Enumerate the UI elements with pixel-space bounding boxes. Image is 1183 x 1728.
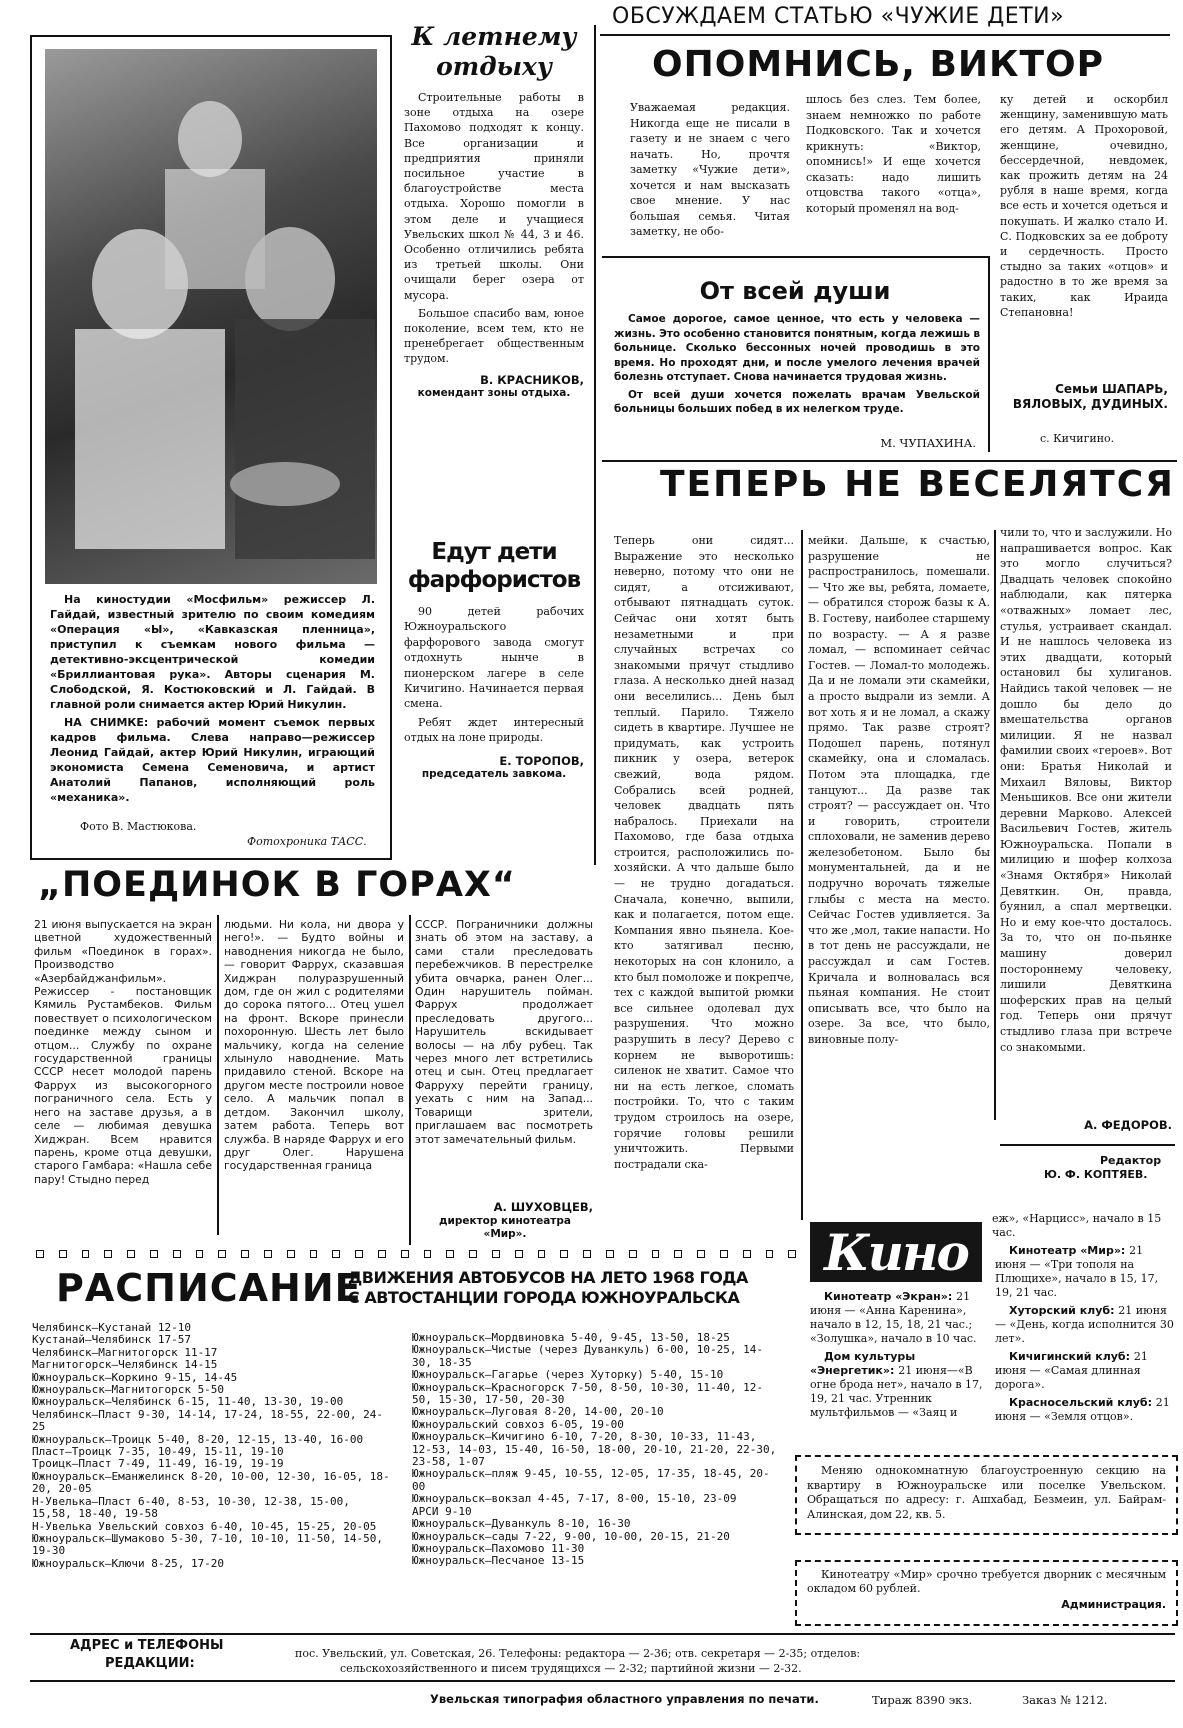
children-p1: 90 детей рабочих Южноуральского фарфорового завода смогут отдохнуть нынче в пионерском лагере в селе Кичигино. Начинается первая смена.: [404, 605, 584, 711]
duel-title: „ПОЕДИНОК В ГОРАХ“: [38, 865, 516, 905]
children-p2: Ребят ждет интересный отдых на лоне природы.: [404, 715, 584, 745]
summer-title-line2: отдыху: [436, 52, 552, 81]
discuss-title: ОПОМНИСЬ, ВИКТОР: [652, 44, 1105, 85]
kino-logo: Кино: [824, 1222, 968, 1282]
fun-top-rule: [602, 460, 1177, 462]
kino-venue: Красносельский клуб:: [1009, 1396, 1156, 1409]
kino-top-right: еж», «Нарцисс», начало в 15 час.: [992, 1212, 1162, 1239]
photo-agency: Фотохроника ТАСС.: [247, 835, 367, 848]
duel-signature: А. ШУХОВЦЕВ,: [493, 1200, 593, 1214]
summer-title-line1: К летнему: [411, 22, 577, 51]
discuss-signature: Семьи ШАПАРЬ, ВЯЛОВЫХ, ДУДИНЫХ.: [1012, 382, 1168, 411]
discuss-signature-place: с. Кичигино.: [1040, 432, 1115, 445]
right-route: Южноуральский совхоз 6-05, 19-00: [412, 1417, 624, 1431]
left-route: Южноуральск—Ключи 8-25, 17-20: [32, 1556, 225, 1570]
discuss-col1: Уважаемая редакция. Никогда еще не писали в газету и не знаем с чего начать. Но, прочтя заметку «Чужие дети», хочется и нам высказать свое мнение. У нас большая семья. Читая заметку, не обо-: [630, 101, 790, 238]
right-route: Южноуральск—сады 7-22, 9-00, 10-00, 20-15, 21-20: [412, 1529, 730, 1543]
editor-label: Редактор: [1100, 1154, 1162, 1167]
right-route: Южноуральск—Пахомово 11-30: [412, 1541, 585, 1555]
footer-mid-rule: [30, 1680, 1175, 1682]
children-title-line1: Едут дети: [431, 539, 557, 565]
left-route: Южноуральск—Магнитогорск 5-50: [32, 1383, 225, 1397]
discuss-rubric: ОБСУЖДАЕМ СТАТЬЮ «ЧУЖИЕ ДЕТИ»: [612, 4, 1065, 29]
fun-title: ТЕПЕРЬ НЕ ВЕСЕЛЯТСЯ: [660, 464, 1175, 505]
left-route: Южноуральск—Челябинск 6-15, 11-40, 13-30, 19-00: [32, 1395, 344, 1409]
right-route: Южноуральск—пляж 9-45, 10-55, 12-05, 17-35, 18-45, 20-00: [412, 1467, 770, 1493]
discuss-col3: ку детей и оскорбил женщину, заменившую мать его детям. А Прохоровой, женщине, очевидно, бессердечной, невдомек, как прожить детям на 24 рубля в наше время, когда все есть и хочется одеться и покушать. И жалко стало И. С. Подковских за ее доброту и сердечность. Просто стыдно за таких «отцов» и радостно в то же время за таких, как Ираида Степановна!: [1000, 93, 1168, 319]
kino-list-right: [995, 1244, 1175, 1428]
left-route: Магнитогорск—Челябинск 14-15: [32, 1358, 218, 1372]
fun-col3: чили то, что и заслужили. Но напрашивается вопрос. Как это могло случиться? Двадцать человек спокойно наблюдали, как пятерка «отважных» ломает лес, стулья, устраивает скандал. И не нашлось человека из этих двадцати, который остановил бы хулиганов. Найдись такой человек — не дошло бы дело до вмешательства органов милиции. Я не назвал фамилии своих «героев». Вот они: Братья Николай и Михаил Вяловы, Виктор Меньшиков. Все они жители деревни Марково. Алексей Васильевич Гостев, житель Южноуральска. Попали в милицию и шофер колхоза «Знамя Октября» Николай Девяткин. Он, правда, буянил, а спал мертвецки. Но и ему кое-что досталось. За то, что он по-пьянке машину доверил постороннему человеку, лишили Девяткина шоферских прав на целый год. Теперь они прячут стыдливо глаза при встрече со знакомыми.: [1000, 526, 1172, 1054]
kino-listing: [995, 1396, 1175, 1424]
kino-program: 21 июня — «Анна Каренина», начало в 12, 15, 18, 21 час.; «Золушка», начало в 10 час.: [810, 1290, 977, 1345]
left-route: Челябинск—Магнитогорск 11-17: [32, 1345, 218, 1359]
heart-p1: Самое дорогое, самое ценное, что есть у человека — жизнь. Это особенно становится понятным, когда лежишь в больнице. Сколько бессонных ночей проводишь в это время. Но проходят дни, и после умелого лечения врачей болезнь отступает. Снова начинается трудовая жизнь.: [614, 313, 980, 383]
photo-figures: [45, 49, 377, 584]
left-route: Н-Увелька—Пласт 6-40, 8-53, 10-30, 12-38, 15-00, 15,58, 18-40, 19-58: [32, 1494, 357, 1521]
left-route: Кустанай—Челябинск 17-57: [32, 1333, 191, 1347]
left-route: Южноуральск—Шумаково 5-30, 7-10, 10-10, 11-50, 14-50, 19-30: [32, 1531, 390, 1558]
fun-col1: Теперь они сидят... Выражение это несколько неверно, потому что они не сидят, а отсиживают, отбывают пятнадцать суток. Сейчас они хотят быть незаметными и при случайных встречах со знакомыми прячут стыдливо глаза. А несколько дней назад они веселились... День был теплый. Парило. Тяжело сидеть в квартире. Лучшее не придумать, как устроить пикник у озера, ветерок свежий, вода рядом. Собрались всей родней, человек двадцать пять набралось. Приехали на Пахомово, где база отдыха строится, расположились по-хозяйски. А что дальше было — не трудно догадаться. Сначала, конечно, выпили, как и полагается, потом еще. Компания явно пьянела. Кое-кто затягивал песню, некоторых на сон клонило, а кто был помоложе и покрепче, тех с каждой выпитой рюмки все сильнее одолевал дух разрушения. Что можно разрушить в лесу? Дерево с корнем не выворотишь: силенок не хватит. Самое что ни на есть легкое, сломать постройки. То, что с таким трудом строилось на озере, горячие головы решили уничтожить. Первыми пострадали ска-: [614, 534, 794, 1171]
kino-logo-box: [810, 1222, 982, 1282]
summer-p1: Строительные работы в зоне отдыха на озере Пахомово подходят к концу. Все организации и предприятия приняли посильное участие в благоустройстве места отдыха. Хорошо помогли в этом деле и учащиеся Увельских школ № 44, 3 и 46. Особенно отличились ребята из третьей школы. Они очищали берег озера от мусора.: [404, 91, 584, 302]
right-route: Южноуральск—Гагарье (через Хуторку) 5-40, 15-10: [412, 1368, 724, 1382]
kino-program: 21 июня—«В огне брода нет», начало в 17, 19, 21 час. Утренник мультфильмов — «Заяц и: [810, 1364, 983, 1419]
divider-duel-1: [217, 915, 219, 1235]
footer-circulation: Тираж 8390 экз.: [872, 1693, 973, 1707]
kino-listing: [995, 1350, 1175, 1392]
left-route: Челябинск—Пласт 9-30, 14-14, 17-24, 18-55, 22-00, 24-25: [32, 1407, 383, 1434]
footer-address-label-line2: РЕДАКЦИИ:: [105, 1656, 195, 1671]
duel-signature-role: директор кинотеатра «Мир».: [438, 1215, 571, 1240]
photo-article: [30, 35, 392, 860]
summer-signature: В. КРАСНИКОВ,: [480, 372, 584, 387]
footer-printer: Увельская типография областного управления по печати.: [430, 1692, 819, 1706]
duel-col3: СССР. Пограничники должны знать об этом на заставу, а сами стали преследовать перебежчиков. В перестрелке убита овчарка, ранен Олег... Один нарушитель пойман. Фаррух продолжает преследовать другого... Нарушитель вскидывает волосы — на лбу рубец. Так через много лет встретились отец и сын. Отец предлагает Фарруху перейти границу, уехать с ним на Запад... Товарищи зрители, приглашаем вас посмотреть этот замечательный фильм.: [415, 918, 593, 1146]
kino-program: 21 июня — «День, когда исполнится 30 лет».: [995, 1304, 1174, 1345]
dot-separator: [36, 1250, 796, 1258]
ad-exchange-text: Меняю однокомнатную благоустроенную секцию на квартиру в Южноуральске или поселке Увельском. Обращаться по адресу: г. Ашхабад, Безмеин, ул. Байрам-Алинская, дом 22, кв. 5.: [807, 1464, 1166, 1521]
left-route: Троицк—Пласт 7-49, 11-49, 16-19, 19-19: [32, 1457, 284, 1471]
left-route: Южноуральск—Еманжелинск 8-20, 10-00, 12-30, 16-05, 18-20, 20-05: [32, 1469, 390, 1496]
kino-block: [800, 1210, 1178, 1455]
film-shoot-photo: [45, 49, 377, 584]
kino-program: 21 июня — «Три тополя на Плющихе», начало в 15, 17, 19, 21 час.: [995, 1244, 1159, 1299]
left-route: Южноуральск—Троицк 5-40, 8-20, 12-15, 13-40, 16-00: [32, 1432, 364, 1446]
right-route: Южноуральск—Чистые (через Дуванкуль) 6-00, 10-25, 14-30, 18-35: [412, 1343, 763, 1369]
editor-name: Ю. Ф. КОПТЯЕВ.: [1044, 1168, 1148, 1181]
schedule-left-list: [32, 1322, 392, 1570]
footer-address-label-line1: АДРЕС и ТЕЛЕФОНЫ: [70, 1638, 224, 1653]
footer-top-rule: [30, 1633, 1175, 1635]
summer-signature-role: комендант зоны отдыха.: [417, 386, 571, 399]
right-route: Южноуральск—Песчаное 13-15: [412, 1554, 585, 1568]
divider-v2: [801, 530, 803, 1220]
kino-listing: [810, 1350, 988, 1420]
kino-listing: [810, 1290, 988, 1346]
fun-signature: А. ФЕДОРОВ.: [1084, 1118, 1172, 1132]
kino-list-left: [810, 1290, 988, 1424]
editor-rule: [1000, 1144, 1175, 1146]
left-route: Пласт—Троицк 7-35, 10-49, 15-11, 19-10: [32, 1445, 284, 1459]
right-route: Южноуральск—Красногорск 7-50, 8-50, 10-30, 11-40, 12-50, 15-30, 17-50, 20-30: [412, 1380, 763, 1407]
footer-address-line1: пос. Увельский, ул. Советская, 26. Телефоны: редактора — 2-36; отв. секретаря — 2-35; отделов:: [295, 1647, 861, 1660]
right-route: Южноуральск—вокзал 4-45, 7-17, 8-00, 15-10, 23-09: [412, 1492, 737, 1506]
photo-caption: На киностудии «Мосфильм» режиссер Л. Гайдай, известный зрителю по своим комедиям «Операция «Ы», «Кавказская пленница», приступил к съемкам нового фильма — детективно-эксцентрической комедии «Бриллиантовая рука». Авторы сценария М. Слободской, Я. Костюковский и Л. Гайдай. В главной роли снимается актер Юрий Никулин.: [50, 593, 375, 711]
duel-col1: 21 июня выпускается на экран цветной художественный фильм «Поединок в горах». Производство «Азербайджанфильм». Режиссер - постановщик Кямиль Рустамбеков. Фильм повествует о психологическом поединке между сыном и отцом... Службу по охране государственной границы СССР несет молодой парень Фаррух из высокогорного пограничного села. Есть у него на заставе друзья, а в селе — любимая девушка Хиджран. Всем нравится парень, кроме отца девушки, старого Гамбара: «Нашла себе пару! Стыдно перед: [34, 918, 212, 1186]
summer-rest-article: [404, 22, 584, 400]
divider-v3: [994, 530, 996, 1120]
children-title-line2: фарфористов: [407, 567, 581, 593]
kino-venue: Кинотеатр «Экран»:: [824, 1290, 957, 1303]
kino-venue: Хуторский клуб:: [1009, 1304, 1119, 1317]
right-route: Южноуральск—Луговая 8-20, 14-00, 20-10: [412, 1405, 664, 1419]
divider-v1: [594, 25, 596, 865]
heart-signature: М. ЧУПАХИНА.: [880, 436, 976, 450]
heart-p2: От всей души хочется пожелать врачам Увельской больницы больших побед в их нелегком труде.: [614, 388, 980, 415]
schedule-subtitle-line1: ДВИЖЕНИЯ АВТОБУСОВ НА ЛЕТО 1968 ГОДА: [348, 1268, 748, 1287]
photo-credit: Фото В. Мастюкова.: [80, 820, 197, 833]
discuss-col2: шлось без слез. Тем более, знаем немножко по работе Подковского. Так и хочется крикнуть: «Виктор, опомнись!» И еще хочется сказать: надо лишить отцовства такого «отца», который променял на вод-: [806, 93, 981, 215]
ad-janitor-text: Кинотеатру «Мир» срочно требуется дворник с месячным окладом 60 рублей.: [807, 1568, 1166, 1595]
schedule-right-list: [412, 1331, 783, 1568]
summer-p2: Большое спасибо вам, юное поколение, всем тем, кто не пренебрегает общественным трудом.: [404, 306, 584, 366]
children-signature: Е. ТОРОПОВ,: [499, 753, 584, 768]
kino-listing: [995, 1244, 1175, 1300]
footer-order: Заказ № 1212.: [1022, 1693, 1108, 1707]
fun-col2: мейки. Дальше, к счастью, разрушение не распространилось, помешали. — Что же вы, ребята, ломаете, — обратился сторож базы к А. В. Гостеву, наиболее старшему по возрасту. — А я разве ломал, — вспоминает сейчас Гостев. — Ломал-то молодежь. Да и не ломали эти скамейки, а просто выдрали из земли. А вот хоть я и не ломал, а скажу прямо. Так разве строят? Подошел парень, потянул скамейку, она и сломалась. Потом эта площадка, где танцуют... Да разве так строят? — рассуждает он. Что и говорить, строители сплоховали, не заменив дерево железобетоном. Было бы монументальней, да и не подручно ворочать тяжелые глыбы с места на место. Сейчас Гостев удивляется. За что же ,мол, такие напасти. Но в тот день не рассуждали, не рассуждал и сам Гостев. Кричала и волновалась вся пьяная компания. Не стоит описывать все, что было на озере. За все, что было, виновные полу-: [808, 534, 990, 1046]
kino-listing: [995, 1304, 1175, 1346]
ad-admin: Администрация.: [1061, 1598, 1166, 1611]
schedule-subtitle-line2: С АВТОСТАНЦИИ ГОРОДА ЮЖНОУРАЛЬСКА: [348, 1288, 740, 1307]
divider-duel-2: [409, 915, 411, 1245]
right-route: Южноуральск—Дуванкуль 8-10, 16-30: [412, 1517, 631, 1531]
kino-program: 21 июня — «Земля отцов».: [995, 1396, 1170, 1423]
right-route: Южноуральск—Кичигино 6-10, 7-20, 8-30, 10-33, 11-43, 12-53, 14-03, 15-40, 16-50, 18-00, 20-10, 21-20, 22-30, 23-58, 1-07: [412, 1430, 783, 1469]
photo-na-snimke: НА СНИМКЕ: рабочий момент съемок первых кадров фильма. Слева направо—режиссер Леонид Гайдай, актер Юрий Никулин, играющий экономиста Семена Семеновича, и артист Анатолий Папанов, исполняющий роль «механика».: [50, 716, 375, 804]
kino-program: 21 июня — «Самая длинная дорога».: [995, 1350, 1148, 1391]
right-route: АРСИ 9-10: [412, 1504, 472, 1518]
rubric-underline: [600, 34, 1170, 36]
kino-venue: Кичигинский клуб:: [1009, 1350, 1134, 1363]
right-route: Южноуральск—Мордвиновка 5-40, 9-45, 13-50, 18-25: [412, 1331, 730, 1344]
left-route: Н-Увелька Увельский совхоз 6-40, 10-45, 15-25, 20-05: [32, 1519, 377, 1533]
kino-venue: Дом культуры «Энергетик»:: [810, 1350, 916, 1377]
duel-col2: людьми. Ни кола, ни двора у него!». — Будто войны и наводнения никогда не было, — говорит Фаррух, сказавшая Хиджран полуразрушенный дом, где он жил с родителями до сорока пятого... Отец ушел на фронт. Вскоре принесли похоронную. Шесть лет было мальчику, когда на селение хлынуло наводнение. Мать придавило стеной. Вскоре на другом месте построили новое село. А мальчик попал в детдом. Закончил школу, затем работа. Теперь вот служба. В наряде Фаррух и его друг Олег. Нарушена государственная граница: [224, 918, 404, 1173]
footer-address-line2: сельскохозяйственного и писем трудящихся — 2-32; партийной жизни — 2-32.: [340, 1662, 802, 1675]
ad-janitor-box: [795, 1560, 1178, 1626]
kino-venue: Кинотеатр «Мир»:: [1009, 1244, 1130, 1257]
left-route: Южноуральск—Коркино 9-15, 14-45: [32, 1370, 238, 1384]
ad-exchange-box: [795, 1455, 1178, 1535]
heart-title: От всей души: [699, 277, 891, 305]
heart-article: [602, 256, 990, 452]
schedule-title: РАСПИСАНИЕ: [56, 1266, 362, 1310]
left-route: Челябинск—Кустанай 12-10: [32, 1321, 191, 1334]
children-signature-role: председатель завкома.: [421, 767, 567, 780]
children-article: [404, 538, 584, 781]
